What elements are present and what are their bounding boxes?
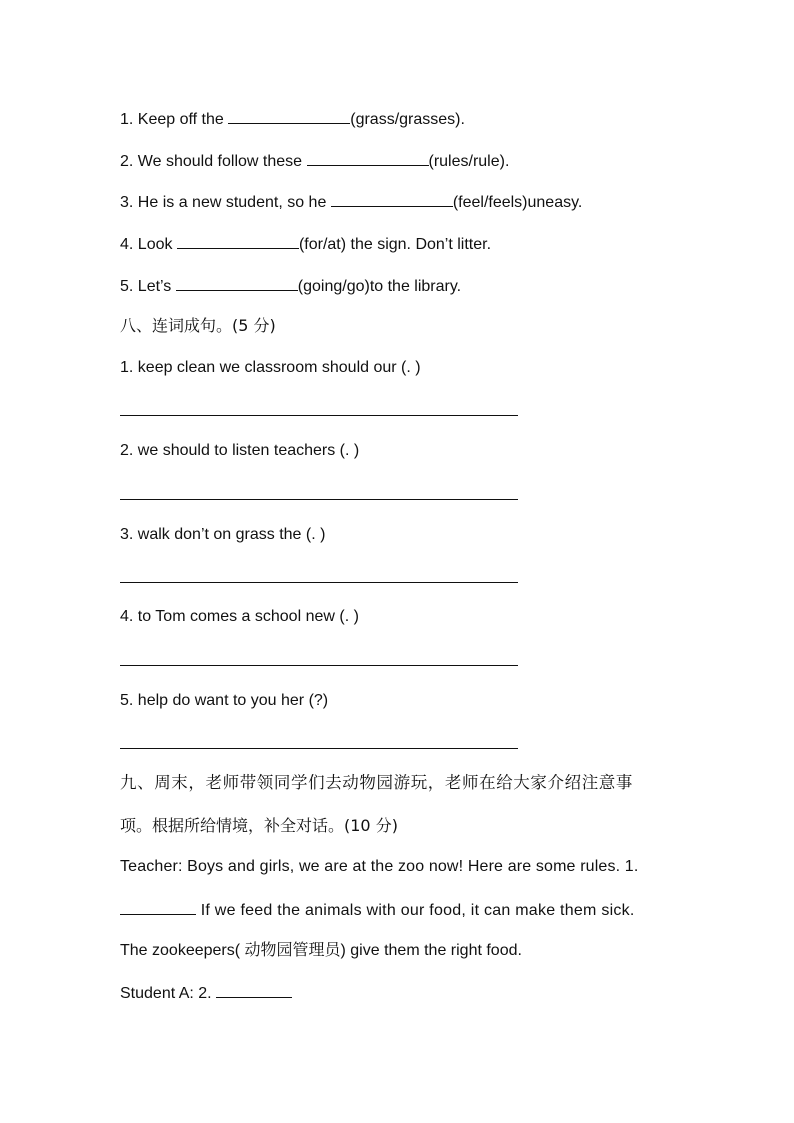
- item-number: 5.: [120, 278, 134, 295]
- fill-blank-item-1: [120, 108, 465, 130]
- section-9-heading-line2: 项。根据所给情境，补全对话。(10 分): [120, 816, 398, 835]
- answer-blank[interactable]: [177, 233, 299, 249]
- section-8-heading: 八、连词成句。(5 分): [120, 316, 276, 335]
- answer-blank-2[interactable]: [216, 982, 292, 998]
- answer-blank[interactable]: [176, 275, 298, 291]
- item-text-after: (grass/grasses).: [350, 111, 465, 128]
- item-number: 1.: [120, 111, 134, 128]
- item-text-before: Keep off the: [137, 111, 224, 128]
- item-text-before: Let’s: [137, 278, 172, 295]
- answer-line-2[interactable]: [120, 499, 518, 500]
- item-text-after: (feel/feels)uneasy.: [452, 194, 583, 211]
- section-9-heading-line1: 九、周末，老师带领同学们去动物园游玩，老师在给大家介绍注意事: [120, 773, 633, 792]
- sentence-item-3: 3. walk don’t on grass the (. ): [120, 526, 326, 543]
- fill-blank-item-5: [120, 275, 461, 297]
- item-text-after: (rules/rule).: [428, 153, 510, 170]
- sentence-item-5: 5. help do want to you her (?): [120, 692, 329, 709]
- student-a-label: Student A: 2.: [120, 985, 212, 1002]
- student-a-line: [120, 982, 292, 1004]
- fill-blank-item-3: [120, 191, 582, 213]
- item-text-after: (going/go)to the library.: [297, 278, 462, 295]
- sentence-item-4: 4. to Tom comes a school new (. ): [120, 608, 359, 625]
- teacher-line-2-text: If we feed the animals with our food, it can make them sick.: [200, 902, 635, 919]
- answer-line-1[interactable]: [120, 415, 518, 416]
- item-text-before: We should follow these: [137, 153, 303, 170]
- teacher-line-3: The zookeepers( 动物园管理员) give them the right food.: [120, 942, 522, 959]
- teacher-line-1: Teacher: Boys and girls, we are at the zoo now! Here are some rules. 1.: [120, 858, 639, 875]
- answer-blank[interactable]: [228, 108, 350, 124]
- fill-blank-item-4: [120, 233, 491, 255]
- item-number: 3.: [120, 194, 134, 211]
- item-number: 4.: [120, 236, 134, 253]
- sentence-item-1: 1. keep clean we classroom should our (. ): [120, 359, 421, 376]
- fill-blank-item-2: [120, 150, 509, 172]
- item-text-before: He is a new student, so he: [137, 194, 327, 211]
- answer-line-4[interactable]: [120, 665, 518, 666]
- answer-blank[interactable]: [307, 150, 429, 166]
- answer-line-5[interactable]: [120, 748, 518, 749]
- teacher-line-2: [120, 899, 635, 921]
- answer-blank-1[interactable]: [120, 899, 196, 915]
- worksheet-page: [120, 0, 690, 1123]
- item-text-before: Look: [137, 236, 173, 253]
- item-text-after: (for/at) the sign. Don’t litter.: [298, 236, 492, 253]
- item-number: 2.: [120, 153, 134, 170]
- answer-line-3[interactable]: [120, 582, 518, 583]
- answer-blank[interactable]: [331, 191, 453, 207]
- sentence-item-2: 2. we should to listen teachers (. ): [120, 442, 360, 459]
